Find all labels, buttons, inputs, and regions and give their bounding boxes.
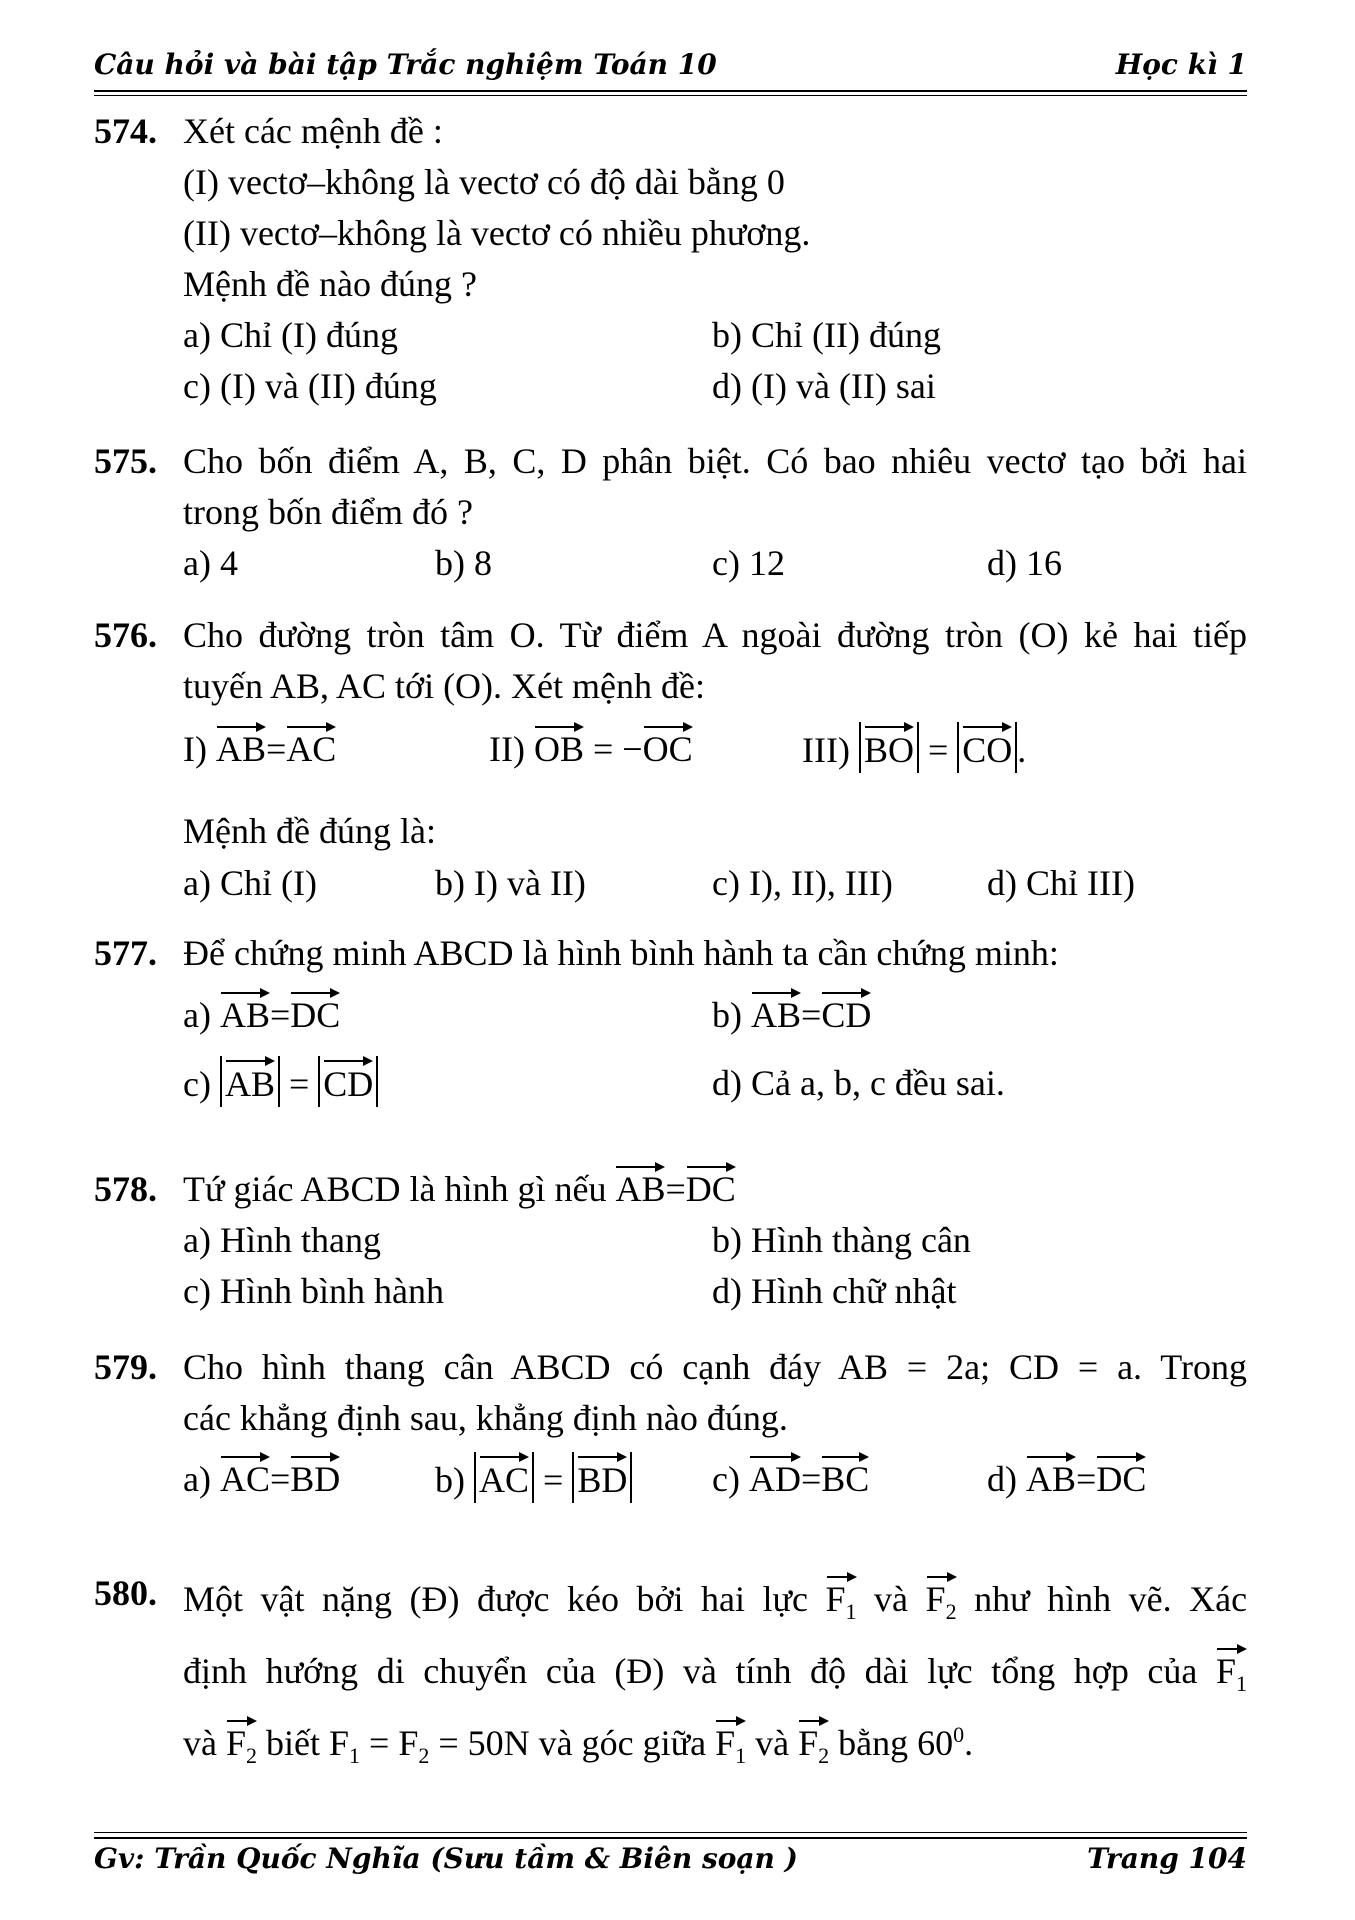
page-header: [94, 48, 1247, 88]
option-d[interactable]: d) Chỉ III): [987, 863, 1135, 903]
vector: AB: [1026, 1452, 1076, 1500]
vector: BC: [821, 1452, 869, 1500]
vector: BO: [864, 722, 914, 773]
statement-1: I) AB=AC: [183, 722, 336, 770]
question-stem-line-2: trong bốn điểm đó ?: [183, 492, 473, 532]
question-number: 574.: [94, 111, 157, 151]
question-stem-line-2: các khẳng định sau, khẳng định nào đúng.: [183, 1398, 788, 1438]
question-stem-line-1: Cho đường tròn tâm O. Từ điểm A ngoài đường tròn (O) kẻ hai tiếp: [183, 615, 1247, 655]
vector-f2: $F_2$: [798, 1716, 829, 1769]
vector: DC: [290, 988, 340, 1036]
option-d[interactable]: d) 16: [987, 543, 1062, 583]
option-d[interactable]: d) AB=DC: [987, 1452, 1146, 1500]
footer-author: Gv: Trần Quốc Nghĩa (Sưu tầm & Biên soạn ): [94, 1842, 798, 1875]
question-number: 575.: [94, 441, 157, 481]
vector-f1: $F_1$: [1216, 1644, 1247, 1697]
option-c[interactable]: c) 12: [712, 543, 785, 583]
option-c[interactable]: c) I), II), III): [712, 863, 893, 903]
question-number: 578.: [94, 1169, 157, 1209]
option-a[interactable]: a) AB=DC: [183, 988, 340, 1036]
option-c[interactable]: c) (I) và (II) đúng: [183, 366, 437, 406]
question-prompt: Mệnh đề nào đúng ?: [183, 264, 477, 304]
question-prompt: Mệnh đề đúng là:: [183, 811, 436, 851]
page-footer: [94, 1842, 1247, 1882]
question-number: 579.: [94, 1347, 157, 1387]
option-a[interactable]: a) Chỉ (I): [183, 863, 317, 903]
option-d[interactable]: d) Cả a, b, c đều sai.: [712, 1063, 1005, 1103]
vector: AB: [220, 988, 270, 1036]
statement-3: III) BO = CO .: [802, 722, 1026, 773]
vector-f1: $F_1$: [826, 1572, 857, 1625]
question-number: 577.: [94, 933, 157, 973]
option-a[interactable]: a) Chỉ (I) đúng: [183, 315, 398, 355]
vector: DC: [1096, 1452, 1146, 1500]
question-number: 576.: [94, 615, 157, 655]
option-b[interactable]: b) I) và II): [435, 863, 586, 903]
question-stem: Tứ giác ABCD là hình gì nếu AB=DC: [183, 1162, 736, 1210]
vector: BD: [290, 1452, 340, 1500]
vector: DC: [686, 1162, 736, 1210]
vector: AB: [216, 722, 266, 770]
statement-1: (I) vectơ–không là vectơ có độ dài bằng 0: [183, 162, 785, 202]
option-d[interactable]: d) (I) và (II) sai: [712, 366, 936, 406]
vector: AC: [479, 1452, 529, 1503]
question-stem-line-1: Cho hình thang cân ABCD có cạnh đáy AB = 2a; CD = a. Trong: [183, 1347, 1247, 1387]
vector: CD: [821, 988, 871, 1036]
header-rule: [94, 90, 1247, 92]
vector: CO: [962, 722, 1012, 773]
vector: AC: [286, 722, 336, 770]
vector-f2: $F_2$: [226, 1716, 257, 1769]
vector: OB: [534, 722, 584, 770]
question-stem-line-1: Cho bốn điểm A, B, C, D phân biệt. Có bao nhiêu vectơ tạo bởi hai: [183, 441, 1247, 481]
vector: BD: [577, 1452, 627, 1503]
vector-f2: $F_2$: [926, 1572, 957, 1625]
question-stem: Để chứng minh ABCD là hình bình hành ta cần chứng minh:: [183, 933, 1059, 973]
vector: AD: [749, 1452, 801, 1500]
option-b[interactable]: b) AB=CD: [712, 988, 871, 1036]
option-c[interactable]: c) AB = CD: [183, 1056, 378, 1107]
question-number: 580.: [94, 1573, 157, 1613]
vector-f1: $F_1$: [715, 1716, 746, 1769]
footer-rule: [94, 1837, 1247, 1839]
option-c[interactable]: c) AD=BC: [712, 1452, 869, 1500]
question-stem-line-2: tuyến AB, AC tới (O). Xét mệnh đề:: [183, 666, 705, 706]
page-number: Trang 104: [1087, 1842, 1247, 1875]
vector: AC: [220, 1452, 270, 1500]
question-stem-line-2: định hướng di chuyển của (Đ) và tính độ dài lực tổng hợp của $F_1$: [183, 1644, 1247, 1697]
option-b[interactable]: b) AC = BD: [435, 1452, 632, 1503]
question-stem-line-1: Một vật nặng (Đ) được kéo bởi hai lực $F_1$ và $F_2$ như hình vẽ. Xác: [183, 1572, 1247, 1625]
vector: AB: [225, 1056, 275, 1107]
option-b[interactable]: b) Hình thàng cân: [712, 1220, 971, 1260]
option-d[interactable]: d) Hình chữ nhật: [712, 1271, 957, 1311]
header-rule-thin: [94, 95, 1247, 96]
option-c[interactable]: c) Hình bình hành: [183, 1271, 444, 1311]
vector: AB: [751, 988, 801, 1036]
vector: OC: [643, 722, 693, 770]
statement-2: (II) vectơ–không là vectơ có nhiều phương.: [183, 213, 811, 253]
header-title: Câu hỏi và bài tập Trắc nghiệm Toán 10: [94, 48, 717, 81]
option-b[interactable]: b) 8: [435, 543, 492, 583]
question-stem: Xét các mệnh đề :: [183, 111, 443, 151]
question-stem-line-3: và $F_2$ biết $F_1 = F_2 = 50N$ và góc giữa $F_1$ và $F_2$ bằng $60^0$.: [183, 1716, 973, 1769]
option-b[interactable]: b) Chỉ (II) đúng: [712, 315, 941, 355]
option-a[interactable]: a) 4: [183, 543, 238, 583]
vector: AB: [615, 1162, 665, 1210]
header-semester: Học kì 1: [1115, 48, 1247, 81]
option-a[interactable]: a) Hình thang: [183, 1220, 381, 1260]
option-a[interactable]: a) AC=BD: [183, 1452, 340, 1500]
footer-rule-thin: [94, 1832, 1247, 1833]
vector: CD: [323, 1056, 373, 1107]
statement-2: II) OB = −OC: [489, 722, 693, 770]
